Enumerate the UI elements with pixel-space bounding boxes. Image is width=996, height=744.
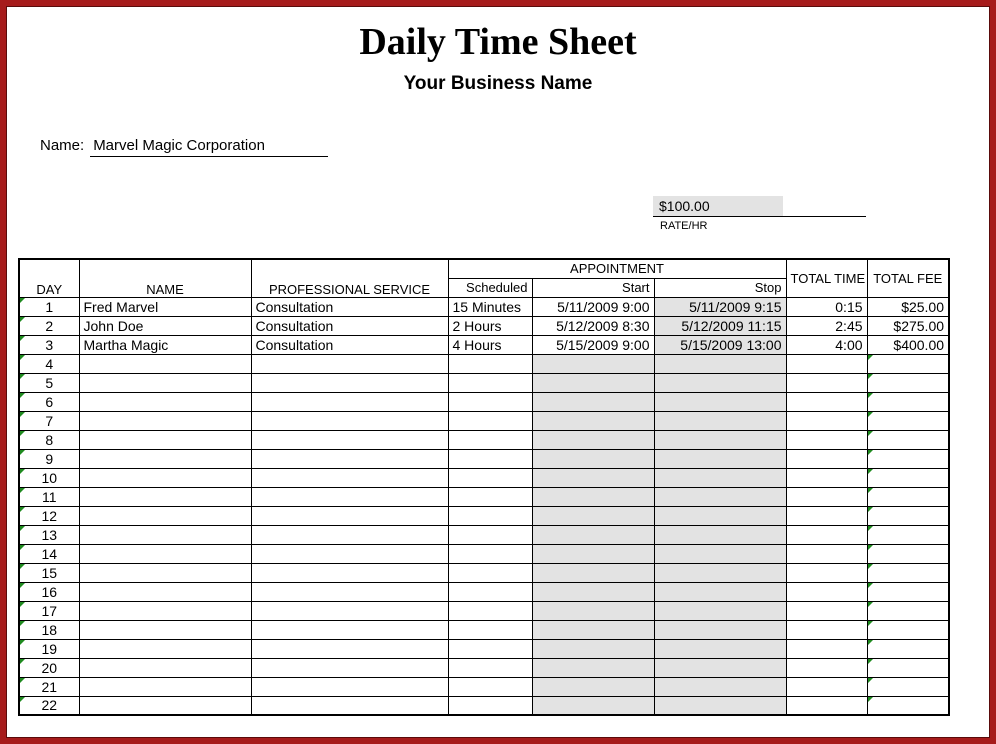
time-cell (786, 487, 867, 506)
table-row (19, 392, 949, 411)
formula-indicator-icon (868, 602, 873, 607)
stop-cell[interactable] (654, 468, 786, 487)
rate-field[interactable]: $100.00 (653, 196, 783, 216)
formula-indicator-icon (868, 431, 873, 436)
formula-indicator-icon (868, 355, 873, 360)
table-row (19, 525, 949, 544)
col-header-start: Start (532, 278, 654, 297)
formula-indicator-icon (20, 545, 25, 550)
name-cell[interactable] (79, 563, 251, 582)
time-cell: 0:15 (786, 297, 867, 316)
scheduled-cell[interactable] (448, 430, 532, 449)
time-cell (786, 696, 867, 715)
table-row (19, 506, 949, 525)
start-cell[interactable] (532, 449, 654, 468)
time-cell (786, 430, 867, 449)
name-cell[interactable] (79, 506, 251, 525)
scheduled-cell[interactable] (448, 696, 532, 715)
name-cell[interactable] (79, 677, 251, 696)
table-row (19, 449, 949, 468)
stop-cell[interactable] (654, 544, 786, 563)
time-cell (786, 639, 867, 658)
table-row (19, 411, 949, 430)
name-cell[interactable] (79, 354, 251, 373)
stop-cell[interactable] (654, 677, 786, 696)
day-cell: 12 (19, 506, 79, 525)
scheduled-cell[interactable] (448, 563, 532, 582)
service-cell[interactable] (251, 658, 448, 677)
fee-cell (867, 544, 949, 563)
service-cell[interactable] (251, 506, 448, 525)
time-cell (786, 373, 867, 392)
start-cell[interactable] (532, 620, 654, 639)
scheduled-cell[interactable] (448, 449, 532, 468)
formula-indicator-icon (868, 374, 873, 379)
name-cell[interactable] (79, 449, 251, 468)
start-cell[interactable] (532, 506, 654, 525)
service-cell[interactable] (251, 525, 448, 544)
stop-cell[interactable] (654, 582, 786, 601)
service-cell[interactable]: Consultation (251, 297, 448, 316)
name-cell[interactable]: John Doe (79, 316, 251, 335)
scheduled-cell[interactable] (448, 373, 532, 392)
fee-cell (867, 430, 949, 449)
day-cell: 9 (19, 449, 79, 468)
day-cell: 8 (19, 430, 79, 449)
time-cell (786, 601, 867, 620)
fee-cell (867, 639, 949, 658)
table-row (19, 601, 949, 620)
stop-cell[interactable] (654, 411, 786, 430)
service-cell[interactable] (251, 563, 448, 582)
fee-cell (867, 620, 949, 639)
name-cell[interactable] (79, 392, 251, 411)
stop-cell[interactable] (654, 392, 786, 411)
formula-indicator-icon (868, 393, 873, 398)
formula-indicator-icon (20, 488, 25, 493)
rate-underline (653, 196, 866, 217)
time-cell (786, 544, 867, 563)
start-cell[interactable] (532, 639, 654, 658)
table-row (19, 620, 949, 639)
service-cell[interactable] (251, 468, 448, 487)
formula-indicator-icon (20, 583, 25, 588)
timesheet-table (18, 258, 950, 716)
time-cell (786, 563, 867, 582)
col-header-stop: Stop (654, 278, 786, 297)
col-header-service: PROFESSIONAL SERVICE (251, 259, 448, 297)
stop-cell[interactable] (654, 430, 786, 449)
name-cell[interactable] (79, 544, 251, 563)
formula-indicator-icon (20, 469, 25, 474)
day-cell: 6 (19, 392, 79, 411)
service-cell[interactable] (251, 582, 448, 601)
day-cell: 21 (19, 677, 79, 696)
table-row (19, 373, 949, 392)
table-row (19, 563, 949, 582)
stop-cell[interactable]: 5/12/2009 11:15 (654, 316, 786, 335)
fee-cell (867, 411, 949, 430)
rate-label: RATE/HR (660, 220, 708, 232)
business-name-subtitle: Your Business Name (403, 73, 593, 94)
day-cell: 15 (19, 563, 79, 582)
formula-indicator-icon (868, 583, 873, 588)
day-cell: 13 (19, 525, 79, 544)
start-cell[interactable] (532, 468, 654, 487)
start-cell[interactable]: 5/15/2009 9:00 (532, 335, 654, 354)
start-cell[interactable] (532, 544, 654, 563)
scheduled-cell[interactable] (448, 658, 532, 677)
start-cell[interactable] (532, 677, 654, 696)
formula-indicator-icon (20, 526, 25, 531)
name-cell[interactable]: Fred Marvel (79, 297, 251, 316)
stop-cell[interactable]: 5/15/2009 13:00 (654, 335, 786, 354)
stop-cell[interactable] (654, 601, 786, 620)
service-cell[interactable] (251, 620, 448, 639)
scheduled-cell[interactable] (448, 582, 532, 601)
service-cell[interactable] (251, 411, 448, 430)
day-cell: 2 (19, 316, 79, 335)
scheduled-cell[interactable]: 2 Hours (448, 316, 532, 335)
scheduled-cell[interactable] (448, 506, 532, 525)
name-cell[interactable] (79, 373, 251, 392)
service-cell[interactable] (251, 373, 448, 392)
start-cell[interactable] (532, 658, 654, 677)
table-row (19, 677, 949, 696)
service-cell[interactable] (251, 354, 448, 373)
col-header-appointment: APPOINTMENT (448, 259, 786, 278)
rate-section (653, 196, 866, 232)
fee-cell (867, 468, 949, 487)
formula-indicator-icon (20, 393, 25, 398)
fee-cell (867, 487, 949, 506)
service-cell[interactable] (251, 430, 448, 449)
service-cell[interactable] (251, 449, 448, 468)
formula-indicator-icon (20, 564, 25, 569)
fee-cell (867, 392, 949, 411)
stop-cell[interactable] (654, 696, 786, 715)
stop-cell[interactable]: 5/11/2009 9:15 (654, 297, 786, 316)
day-cell: 18 (19, 620, 79, 639)
formula-indicator-icon (20, 355, 25, 360)
day-cell: 1 (19, 297, 79, 316)
service-cell[interactable] (251, 696, 448, 715)
formula-indicator-icon (20, 678, 25, 683)
start-cell[interactable] (532, 430, 654, 449)
day-cell: 10 (19, 468, 79, 487)
name-cell[interactable] (79, 487, 251, 506)
table-row (19, 658, 949, 677)
scheduled-cell[interactable] (448, 411, 532, 430)
time-cell (786, 582, 867, 601)
table-row (19, 468, 949, 487)
formula-indicator-icon (20, 317, 25, 322)
scheduled-cell[interactable] (448, 620, 532, 639)
start-cell[interactable] (532, 582, 654, 601)
stop-cell[interactable] (654, 506, 786, 525)
scheduled-cell[interactable]: 15 Minutes (448, 297, 532, 316)
fee-cell: $275.00 (867, 316, 949, 335)
time-cell (786, 449, 867, 468)
day-cell: 16 (19, 582, 79, 601)
formula-indicator-icon (868, 488, 873, 493)
formula-indicator-icon (868, 678, 873, 683)
formula-indicator-icon (868, 697, 873, 702)
name-cell[interactable] (79, 525, 251, 544)
fee-cell (867, 658, 949, 677)
col-header-total-fee: TOTAL FEE (867, 259, 949, 297)
fee-cell: $25.00 (867, 297, 949, 316)
time-cell: 2:45 (786, 316, 867, 335)
name-cell[interactable] (79, 639, 251, 658)
service-cell[interactable]: Consultation (251, 335, 448, 354)
day-cell: 3 (19, 335, 79, 354)
start-cell[interactable] (532, 354, 654, 373)
formula-indicator-icon (868, 545, 873, 550)
table-row (19, 487, 949, 506)
stop-cell[interactable] (654, 563, 786, 582)
service-cell[interactable] (251, 677, 448, 696)
formula-indicator-icon (20, 507, 25, 512)
formula-indicator-icon (868, 507, 873, 512)
formula-indicator-icon (20, 602, 25, 607)
service-cell[interactable] (251, 544, 448, 563)
formula-indicator-icon (20, 450, 25, 455)
service-cell[interactable]: Consultation (251, 316, 448, 335)
stop-cell[interactable] (654, 639, 786, 658)
formula-indicator-icon (20, 374, 25, 379)
formula-indicator-icon (20, 298, 25, 303)
time-cell (786, 354, 867, 373)
scheduled-cell[interactable] (448, 601, 532, 620)
start-cell[interactable] (532, 525, 654, 544)
formula-indicator-icon (20, 412, 25, 417)
name-label: Name: (40, 137, 85, 154)
start-cell[interactable] (532, 411, 654, 430)
time-cell (786, 525, 867, 544)
scheduled-cell[interactable] (448, 392, 532, 411)
scheduled-cell[interactable]: 4 Hours (448, 335, 532, 354)
fee-cell (867, 373, 949, 392)
formula-indicator-icon (868, 469, 873, 474)
start-cell[interactable] (532, 601, 654, 620)
start-cell[interactable] (532, 392, 654, 411)
formula-indicator-icon (20, 659, 25, 664)
table-row (19, 297, 949, 316)
name-cell[interactable] (79, 658, 251, 677)
table-row (19, 430, 949, 449)
day-cell: 17 (19, 601, 79, 620)
fee-cell (867, 354, 949, 373)
scheduled-cell[interactable] (448, 525, 532, 544)
fee-cell (867, 525, 949, 544)
name-cell[interactable] (79, 430, 251, 449)
formula-indicator-icon (868, 450, 873, 455)
day-cell: 20 (19, 658, 79, 677)
stop-cell[interactable] (654, 449, 786, 468)
formula-indicator-icon (20, 621, 25, 626)
name-cell[interactable]: Martha Magic (79, 335, 251, 354)
start-cell[interactable]: 5/12/2009 8:30 (532, 316, 654, 335)
name-cell[interactable] (79, 696, 251, 715)
fee-cell (867, 677, 949, 696)
service-cell[interactable] (251, 601, 448, 620)
timesheet-header (19, 259, 949, 297)
day-cell: 14 (19, 544, 79, 563)
name-cell[interactable] (79, 468, 251, 487)
day-cell: 19 (19, 639, 79, 658)
timesheet-body (19, 297, 949, 715)
day-cell: 22 (19, 696, 79, 715)
table-row (19, 582, 949, 601)
start-cell[interactable] (532, 373, 654, 392)
time-cell (786, 658, 867, 677)
table-row (19, 639, 949, 658)
day-cell: 7 (19, 411, 79, 430)
start-cell[interactable] (532, 563, 654, 582)
scheduled-cell[interactable] (448, 354, 532, 373)
time-cell (786, 468, 867, 487)
table-row (19, 696, 949, 715)
time-cell (786, 677, 867, 696)
time-cell (786, 506, 867, 525)
col-header-scheduled: Scheduled (448, 278, 532, 297)
service-cell[interactable] (251, 392, 448, 411)
service-cell[interactable] (251, 487, 448, 506)
time-cell: 4:00 (786, 335, 867, 354)
day-cell: 4 (19, 354, 79, 373)
name-row (40, 137, 328, 157)
start-cell[interactable]: 5/11/2009 9:00 (532, 297, 654, 316)
formula-indicator-icon (868, 659, 873, 664)
fee-cell (867, 506, 949, 525)
formula-indicator-icon (868, 564, 873, 569)
fee-cell (867, 601, 949, 620)
table-row (19, 335, 949, 354)
formula-indicator-icon (20, 431, 25, 436)
col-header-name: NAME (79, 259, 251, 297)
day-cell: 5 (19, 373, 79, 392)
col-header-day: DAY (19, 259, 79, 297)
scheduled-cell[interactable] (448, 639, 532, 658)
stop-cell[interactable] (654, 525, 786, 544)
stop-cell[interactable] (654, 373, 786, 392)
name-cell[interactable] (79, 620, 251, 639)
formula-indicator-icon (20, 697, 25, 702)
name-cell[interactable] (79, 601, 251, 620)
service-cell[interactable] (251, 639, 448, 658)
stop-cell[interactable] (654, 354, 786, 373)
name-field[interactable]: Marvel Magic Corporation (90, 137, 328, 157)
name-cell[interactable] (79, 582, 251, 601)
fee-cell (867, 563, 949, 582)
scheduled-cell[interactable] (448, 468, 532, 487)
stop-cell[interactable] (654, 658, 786, 677)
start-cell[interactable] (532, 487, 654, 506)
start-cell[interactable] (532, 696, 654, 715)
table-row (19, 544, 949, 563)
fee-cell (867, 449, 949, 468)
fee-cell (867, 696, 949, 715)
stop-cell[interactable] (654, 620, 786, 639)
name-cell[interactable] (79, 411, 251, 430)
time-cell (786, 392, 867, 411)
formula-indicator-icon (868, 526, 873, 531)
table-row (19, 354, 949, 373)
scheduled-cell[interactable] (448, 487, 532, 506)
formula-indicator-icon (20, 640, 25, 645)
day-cell: 11 (19, 487, 79, 506)
formula-indicator-icon (868, 621, 873, 626)
scheduled-cell[interactable] (448, 544, 532, 563)
stop-cell[interactable] (654, 487, 786, 506)
fee-cell: $400.00 (867, 335, 949, 354)
col-header-total-time: TOTAL TIME (786, 259, 867, 297)
formula-indicator-icon (868, 412, 873, 417)
table-row (19, 316, 949, 335)
page-title: Daily Time Sheet (359, 21, 637, 63)
time-cell (786, 620, 867, 639)
scheduled-cell[interactable] (448, 677, 532, 696)
fee-cell (867, 582, 949, 601)
time-cell (786, 411, 867, 430)
formula-indicator-icon (20, 336, 25, 341)
formula-indicator-icon (868, 640, 873, 645)
